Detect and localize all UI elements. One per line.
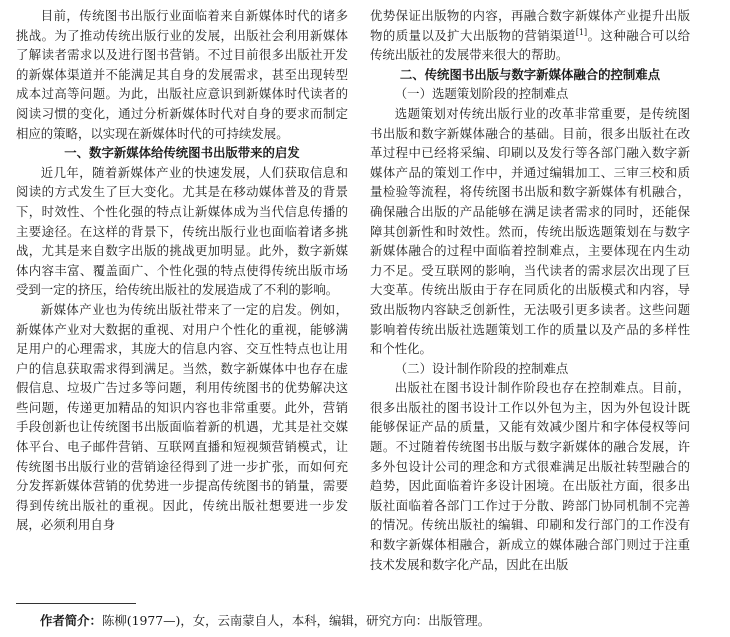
citation-ref: [1] (575, 27, 588, 37)
paragraph-new-media-growth: 近几年，随着新媒体产业的快速发展，人们获取信息和阅读的方式发生了巨大变化。尤其是在移动媒体普及的背景下，时效性、个性化强的特点让新媒体成为当代信息传播的主要途径。在这样的背景下，传统出版行业也面临着诸多挑战，尤其是来自数字出版的挑战更加明显。此外，数字新媒体内容丰富、覆盖面广、个性化强的特点使得传统出版市场受到一定的挤压，给传统出版社的发展造成了不利的影响。 (16, 164, 348, 298)
footnote-text: 陈柳(1977—)，女，云南蒙自人，本科，编辑，研究方向：出版管理。 (101, 613, 491, 628)
right-column (370, 6, 690, 574)
section-heading-1: 一、数字新媒体给传统图书出版带来的启发 (64, 145, 300, 161)
section-heading-2: 二、传统图书出版与数字新媒体融合的控制难点 (399, 66, 661, 82)
paragraph-new-media-inspiration: 新媒体产业也为传统出版社带来了一定的启发。例如，新媒体产业对大数据的重视、对用户个性化的重视，能够满足用户的心理需求，其庞大的信息内容、交互性特点也让用户的信息获取需求得到满足。当然，数字新媒体中也存在虚假信息、垃圾广告过多等问题，利用传统图书的优势解决这些问题，传递更加精品的知识内容也非常重要。此外，营销手段创新也让传统图书出版面临着新的机遇，尤其是社交媒体平台、电子邮件营销、互联网直播和短视频营销模式，让传统图书出版行业的营销途径得到了进一步扩张，而如何充分发挥新媒体营销的优势进一步提高传统图书的销量，需要得到传统出版社的重视。因此，传统出版社想要进一步发展，必须利用自身 (16, 301, 348, 533)
paragraph-continued-end: 。这种融合可以给传统出版社的发展带来很大的帮助。 (370, 27, 691, 63)
paragraph-continued-start: 优势保证出版物的内容，再融合数字新媒体产业提升出版物的质量以及扩大出版物的营销渠道 (370, 8, 690, 43)
footnote-label: 作者简介： (40, 613, 102, 628)
paragraph-intro: 目前，传统图书出版行业面临着来自新媒体时代的诸多挑战。为了推动传统出版行业的发展，出版社会利用新媒体了解读者需求以及进行图书营销。不过目前很多出版社开发的新媒体渠道并不能满足其自身的发展需求，甚至出现转型成本过高等问题。为此，出版社应意识到新媒体时代读者的阅读习惯的变化，通过分析新媒体时代对自身的要求而制定相应的策略，以实现在新媒体时代的可持续发展。 (16, 8, 348, 141)
paragraph-topic-planning: 选题策划对传统出版行业的改革非常重要，是传统图书出版和数字新媒体融合的基础。目前，很多出版社在改革过程中已经将采编、印刷以及发行等各部门融入数字新媒体产品的策划工作中，并通过编辑加工、三审三校和质量检验等流程，将传统图书出版和数字新媒体有机融合，确保融合出版的产品能够在满足读者需求的同时，还能保障其创新性和时效性。然而，传统出版选题策划在与数字新媒体融合的过程中面临着控制难点，主要体现在内生动力不足。受互联网的影响，当代读者的需求层次出现了巨大变革。传统出版由于存在同质化的出版模式和内容，导致出版物内容缺乏创新性，无法吸引更多读者。这些问题影响着传统出版社选题策划工作的质量以及产品的多样性和个性化。 (370, 105, 690, 357)
paragraph-continued (370, 6, 690, 65)
subsection-heading-2: （二）设计制作阶段的控制难点 (394, 360, 569, 376)
paragraph-design-production: 出版社在图书设计制作阶段也存在控制难点。目前，很多出版社的图书设计工作以外包为主，因为外包设计既能够保证产品的质量，又能有效减少图片和字体侵权等问题。不过随着传统图书出版与数字新媒体的融合发展，许多外包设计公司的理念和方式很难满足出版社转型融合的趋势，因此面临着许多设计困境。在出版社方面，很多出版社面临着各部门工作过于分散、跨部门协同机制不完善的情况。传统出版社的编辑、印刷和发行部门的工作没有和数字新媒体相融合，新成立的媒体融合部门则过于注重技术发展和数字化产品，因此在出版 (370, 380, 690, 572)
footnote-divider (16, 603, 136, 604)
subsection-heading-1: （一）选题策划阶段的控制难点 (394, 86, 569, 102)
author-footnote (40, 612, 490, 630)
left-column (16, 6, 348, 535)
